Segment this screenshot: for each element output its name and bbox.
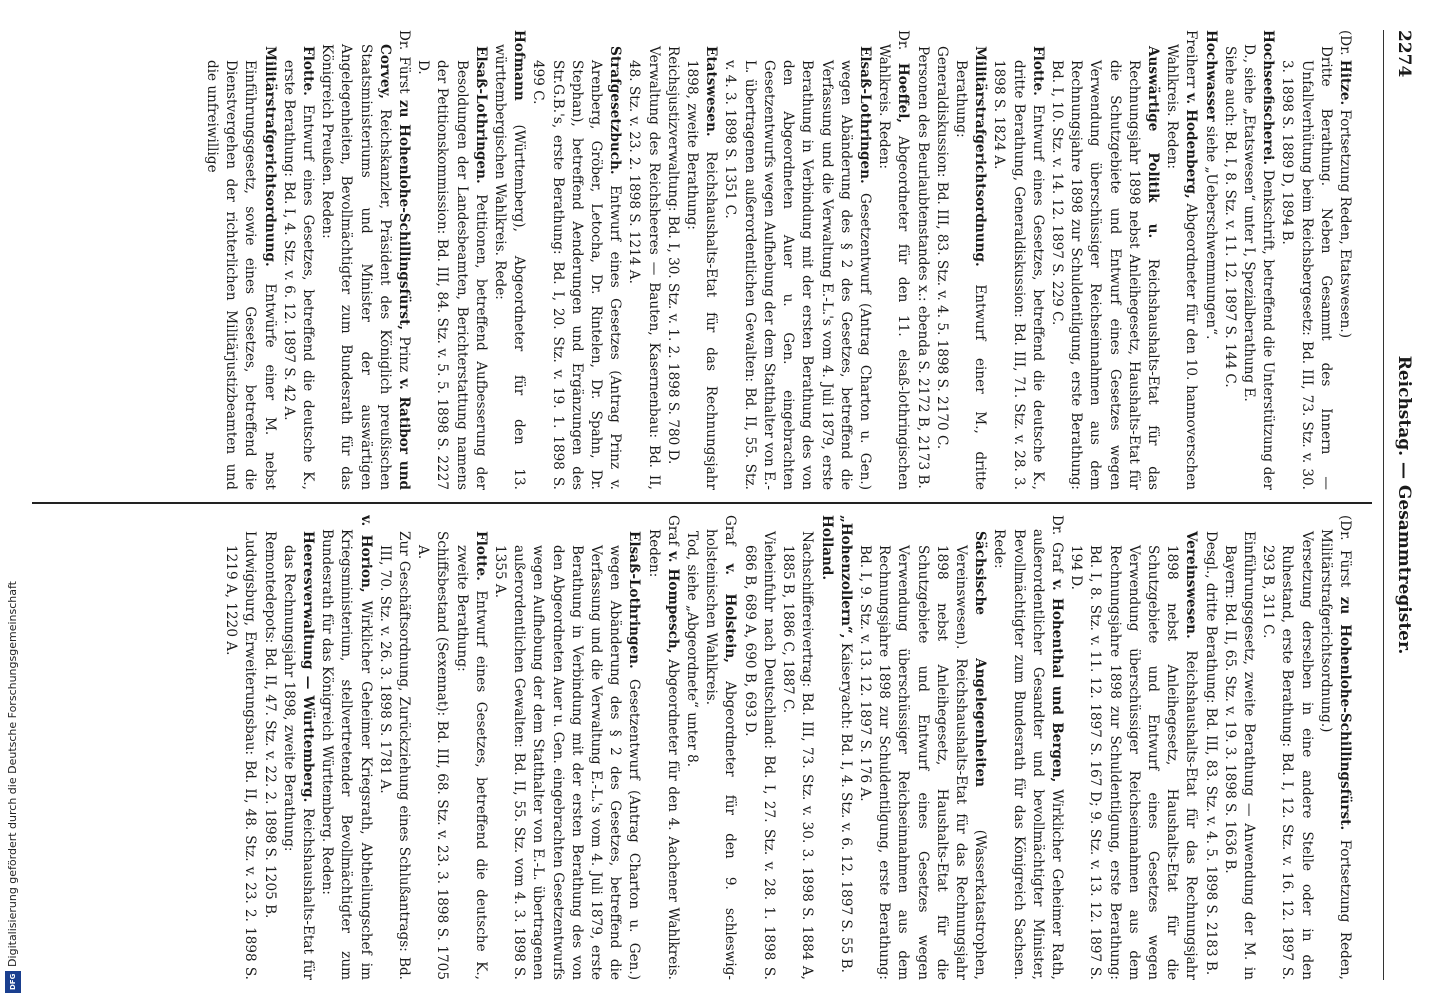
entry-text: Petitionen, betreffend Aufbesserung der Besoldungen der Landesbeamten, Berichterstattung namens der Petitionskommission: Bd. III, 84. Stz. v. 5. 5. 1898 S. 2227 D. [415,60,489,490]
entry-text: Gesetzentwurf (Antrag Charton u. Gen.) wegen Abänderung des § 2 des Gesetzes, betreffend die Verfassung und die Verwaltung E.-L.'s vom 4. Juli 1879, erste Berathung in Verbindung mit der ersten Berathung des von den Abgeordneten Auer u. Gen. eingebrachten Gesetzentwurfs wegen Aufhebung der dem Statthalter von E.-L. übertragenen außerordentlichen Gewalten: Bd. II, 55. Stz. v. 4. 3. 1898 S. 1351 C. [722,60,873,490]
entry-text: Kaiseryacht: Bd. I, 4. Stz. v. 6. 12. 1897 S. 55 B. [837,638,854,973]
register-subentry [1047,30,1162,490]
entry-text: Reichshaushalts-Etat für das Rechnungsjahr 1898 nebst Anleihegesetz, Haushalts-Etat für die Schutzgebiete und Entwurf eines Gesetzes wegen Verwendung überschüssiger Reichseinnahmen aus dem Rechnungsjahre 1898 zur Schuldentilgung, erste Berathung: Bd. I, 8. Stz. v. 11. 12. 1897 S. 167 D; 9. Stz. v. 13. 12. 1897 S. 194 D. [1068,545,1200,980]
register-subentry [451,515,489,980]
entry-text: Dr. Graf [1048,515,1065,580]
entry-text: Fortsetzung Reden, Etatswesen.) [1337,105,1353,339]
entry-text: Nachschiffereivertrag: Bd. III, 73. Stz. v. 30. 3. 1898 S. 1884 A, 1885 B, 1886 C, 1887 C. [780,531,816,980]
register-subentry [375,515,413,980]
entry-text: Entwürfe einer M. nebst Einführungsgesetz, sowie eines Gesetzes, betreffend die Dienstvergehen der richterlichen Militärjustizbeamten und die unfreiwillige [204,60,278,490]
entry-heading: v. Horion, [357,515,374,593]
register-subentry [279,30,317,490]
entry-heading: v. Ratibor und Corvey, [376,44,413,490]
entry-heading: „Hohenzollern“, [837,515,854,639]
register-subentry [720,30,874,490]
entry-text: Verwaltung des Reichsheeres — Bauten, Kasernenbau: Bd. II, 48. Stz. v. 23. 2. 1898 S. 1214 A. [626,46,662,490]
entry-heading: Auswärtige Politik u. [1144,46,1161,239]
entry-heading: Hofmann [511,30,528,101]
entry-heading: Sächsische Angelegenheiten [972,531,989,788]
entry-heading: Elsaß-Lothringen. [856,46,873,184]
entry-text: Entwurf eines Gesetzes, betreffend die deutsche K., erste Berathung: Bd. I, 4. Stz. v. 6. 12. 1897 S. 42 A. [280,60,317,490]
entry-heading: Hitze. [1337,59,1353,106]
column-divider [32,502,1372,504]
register-subentry [932,30,951,490]
register-subentry [663,30,682,490]
register-entry [490,30,528,490]
register-subentry [1277,30,1335,490]
entry-heading: Flotte. [472,531,489,581]
entry-heading: v. Hodenberg, [1183,92,1200,199]
register-subentry [912,30,931,490]
entry-text: Entwurf einer M., dritte Berathung: [952,60,989,490]
entry-text: siehe „Ueberschwemmungen“. [1202,121,1219,340]
entry-text: Abgeordneter für den 10. hannoverschen Wahlkreis. Reden: [1164,44,1200,490]
entry-text: Abgeordneter für den 11. elsaß-lothringischen Wahlkreis. Reden: [876,44,912,490]
entry-text: Freiherr [1183,30,1200,93]
entry-text: Entwurf eines Gesetzes, betreffend die deutsche K., dritte Berathung, Generaldiskussion: Bd. III, 71. Stz. v. 28. 3. 1898 S. 1824 A. [991,60,1046,490]
entry-text: Versetzung derselben in eine andere Stelle oder in den Ruhestand, erste Berathung: Bd. I, 12. Stz. v. 16. 12. 1897 S. 293 B, 311 C. [1260,531,1315,980]
register-subentry [490,515,644,980]
digitization-footer [2,581,24,995]
entry-text: Entwurf eines Gesetzes, betreffend die deutsche K., zweite Berathung: [453,545,489,980]
entry-text: Prinz [396,330,413,379]
entry-text: Ludwigsburg, Erweiterungsbau: Bd. II, 48. Stz. v. 23. 2. 1898 S. 1219 A, 1220 A. [223,531,259,980]
entry-text: Graf [722,515,739,564]
register-subentry [682,30,720,490]
right-column [34,515,1354,980]
entry-text: Abgeordneter für den 4. Aachener Wahlkreis. Reden: [645,529,681,980]
entry-text: Personen des Beurlaubtenstandes x.: ebenda S. 2172 B, 2173 B. [914,46,931,489]
entry-heading: v. Hohenthal und Bergen, [1048,579,1065,783]
entry-heading: zu Hohenlohe-Schillingsfürst, [396,99,413,331]
register-subentry [1200,515,1219,980]
left-column [34,30,1354,490]
entry-heading: Strafgesetzbuch. [607,46,624,175]
entry-heading: Flotte. [1029,46,1046,96]
register-subentry [682,515,701,980]
entry-text: Zur Geschäftsordnung, Zurückziehung eines Schlußantrags: Bd. III, 70. Stz. v. 26. 3. 1898 S. 1781 A. [376,531,413,980]
entry-heading: Militärstrafgerichtsordnung. [261,46,278,267]
digitization-note: Digitalisierung gefördert durch die Deutsche Forschungsgemeinschaft [6,581,19,967]
register-entry [816,515,835,980]
register-subentry [951,30,989,490]
entry-text: Dr. Fürst [396,30,413,100]
entry-text: Tod, siehe „Abgeordnete“ unter 8. [684,531,701,768]
entry-text: Reichsjustizverwaltung: Bd. I, 30. Stz. v. 1. 2. 1898 S. 780 D. [664,46,681,465]
entry-text: Reichshaushalts-Etat für das Rechnungsjahr 1898, zweite Berathung: [684,60,720,490]
entry-text: Schiffsbestand (Sexennat): Bd. III, 68. Stz. v. 23. 3. 1898 S. 1705 A. [415,531,451,980]
entry-text: Denkschrift, betreffend die Unterstützung der D., siehe „Etatswesen“ unter I, Spezialberathung E. [1240,44,1277,490]
register-subentry [624,30,662,490]
register-subentry [989,30,1047,490]
entry-text: (Württemberg), Abgeordneter für den 13. württembergischen Wahlkreis. Rede: [492,44,528,490]
entry-text: Einführungsgesetz, zweite Berathung — Anwendung der M. in Bayern: Bd. II, 65. Stz. v. 19. 3. 1898 S. 1636 B. [1221,531,1257,980]
entry-text: Siehe auch: Bd. I, 8. Stz. v. 11. 12. 1897 S. 144 C. [1221,46,1238,388]
entry-text: Graf [664,515,681,552]
entry-heading: Holland. [818,515,835,581]
entry-text: (Dr. [1337,30,1353,60]
entry-heading: zu Hohenlohe-Schillingsfürst. [1337,596,1353,831]
entry-text: (Dr. Fürst [1337,515,1353,597]
entry-heading: Elsaß-Lothringen. [626,531,643,669]
register-entry [1335,30,1354,490]
register-subentry [740,515,778,980]
register-entry [874,30,912,490]
entry-heading: Etatswesen. [703,46,720,137]
register-entry [989,515,1066,980]
register-entry [317,515,375,980]
page-header [1374,30,1414,980]
register-subentry [202,30,279,490]
register-entry [1162,30,1200,490]
register-subentry [1258,515,1316,980]
register-subentry [413,30,490,490]
entry-text: Gesetzentwurf (Antrag Charton u. Gen.) wegen Abänderung des § 2 des Gesetzes, betreffend die Verfassung und die Verwaltung E.-L.'s vom 4. Juli 1879, erste Berathung in Verbindung mit der ersten Berathung des von den Abgeordneten Auer u. Gen. eingebrachten Gesetzentwurfs wegen Aufhebung der dem Statthalter von E.-L. übertragenen außerordentlichen Gewalten: Bd. II, 55. Stz. vom 4. 3. 1898 S. 1355 A. [492,545,643,980]
register-entry [317,30,413,490]
entry-text: Dritte Berathung. Neben Gesammt des Innern — Unfallverhütung beim Reichsbergesetz: Bd. III, 73. Stz. v. 30. 3. 1898 S. 1889 D, 1894 B. [1279,46,1334,490]
register-entry [643,515,681,980]
register-entry [1200,30,1219,490]
entry-heading: Hochseefischerei. [1260,30,1277,166]
entry-text: Wirklicher Geheimer Rath, außerordentlicher Gesandter und bevollmächtigter Minister, Bevollmächtigter zum Bundesrath für das Königreich Sachsen. Rede: [991,529,1065,980]
entry-text: Reichshaushalts-Etat für das Rechnungsjahr 1898, zweite Berathung: [280,545,317,980]
entry-heading: Hochwasser [1202,30,1219,122]
entry-heading: v. Hompesch, [664,551,681,654]
register-subentry [1220,515,1258,980]
register-entry [836,515,855,980]
entry-text: Desgl., dritte Berathung: Bd. III, 83. Stz. v. 4. 5. 1898 S. 2183 B. [1202,531,1219,976]
entry-text: Reichshaushalts-Etat für das Rechnungsjahr 1898 nebst Anleihegesetz, Haushalts-Etat für die Schutzgebiete und Entwurf eines Gesetzes wegen Verwendung überschüssiger Reichseinnahmen aus dem Rechnungsjahre 1898 zur Schuldentilgung, erste Berathung: Bd. I, 10. Stz. v. 14. 12. 1897 S. 229 C. [1048,60,1161,490]
register-subentry [259,515,278,980]
page-number: 2274 [1394,30,1414,78]
register-subentry [1220,30,1239,490]
running-title: Reichstag. — Gesammtregister. [1394,355,1414,655]
entry-text: Vieheinfuhr nach Deutschland: Bd. I, 27. Stz. v. 28. 1. 1898 S. 686 B, 689 A, 690 B, 693 D. [741,531,777,980]
register-entry [1316,515,1354,980]
entry-heading: Hoeffel, [895,62,912,124]
entry-text: Abgeordneter für den 9. schleswig-holsteinischen Wahlkreis. [703,529,739,980]
register-subentry [778,515,816,980]
dfg-logo: DFG [5,971,21,993]
entry-text: Fortsetzung Reden, Militärstrafgerichtsordnung.) [1317,529,1353,980]
entry-text: (Wasserkatastrophen, Vereinswesen). Reichshaushalts-Etat für das Rechnungsjahr 1898 nebst Anleihegesetz, Haushalts-Etat für die Schutzgebiete und Entwurf eines Gesetzes wegen Verwendung überschüssiger Reichseinnahmen aus dem Rechnungsjahre 1898 zur Schuldentilgung, erste Berathung: Bd. I, 9. Stz. v. 13. 12. 1897 S. 176 A. [856,545,989,980]
register-subentry [413,515,451,980]
register-subentry [855,515,989,980]
entry-heading: Heeresverwaltung — Württemberg. [300,531,317,803]
register-entry [1239,30,1277,490]
register-subentry [528,30,624,490]
entry-heading: Militärstrafgerichtsordnung. [972,46,989,267]
entry-text: Generaldiskussion: Bd. III, 83. Stz. v. 4. 5. 1898 S. 2170 C. [933,46,950,450]
entry-text: Remontedepots: Bd. II, 47. Stz. v. 22. 2. 1898 S. 1205 B. [261,531,278,919]
entry-text: Entwurf eines Gesetzes (Antrag Prinz v. Arenberg, Gröber, Letocha, Dr. Rintelen, Dr. Spahn, Dr. Stephan), betreffend Aenderungen und Ergänzungen des Str.G.B.'s, erste Berathung: Bd. I, 20. Stz. v. 19. 1. 1898 S. 499 C. [530,60,624,490]
entry-text: Reichskanzler, Präsident des Königlich preußischen Staatsministeriums und Minister der auswärtigen Angelegenheiten, Bevollmächtigter zum Bundesrath für das Königreich Preußen. Reden: [319,44,393,490]
register-subentry [221,515,259,980]
entry-heading: Vereinswesen. [1183,531,1200,639]
entry-text: Wirklicher Geheimer Kriegsrath, Abtheilungschef im Kriegsministerium, stellvertretender Bevollmächtigter zum Bundesrath für das Königreich Württemberg. Reden: [319,529,374,980]
register-subentry [279,515,317,980]
header-rule [1383,30,1384,980]
entry-heading: Flotte. [300,46,317,96]
entry-heading: v. Holstein, [722,563,739,663]
entry-text: Dr. [895,30,912,63]
entry-heading: Elsaß-Lothringen. [472,46,489,184]
register-subentry [1066,515,1200,980]
register-entry [701,515,739,980]
